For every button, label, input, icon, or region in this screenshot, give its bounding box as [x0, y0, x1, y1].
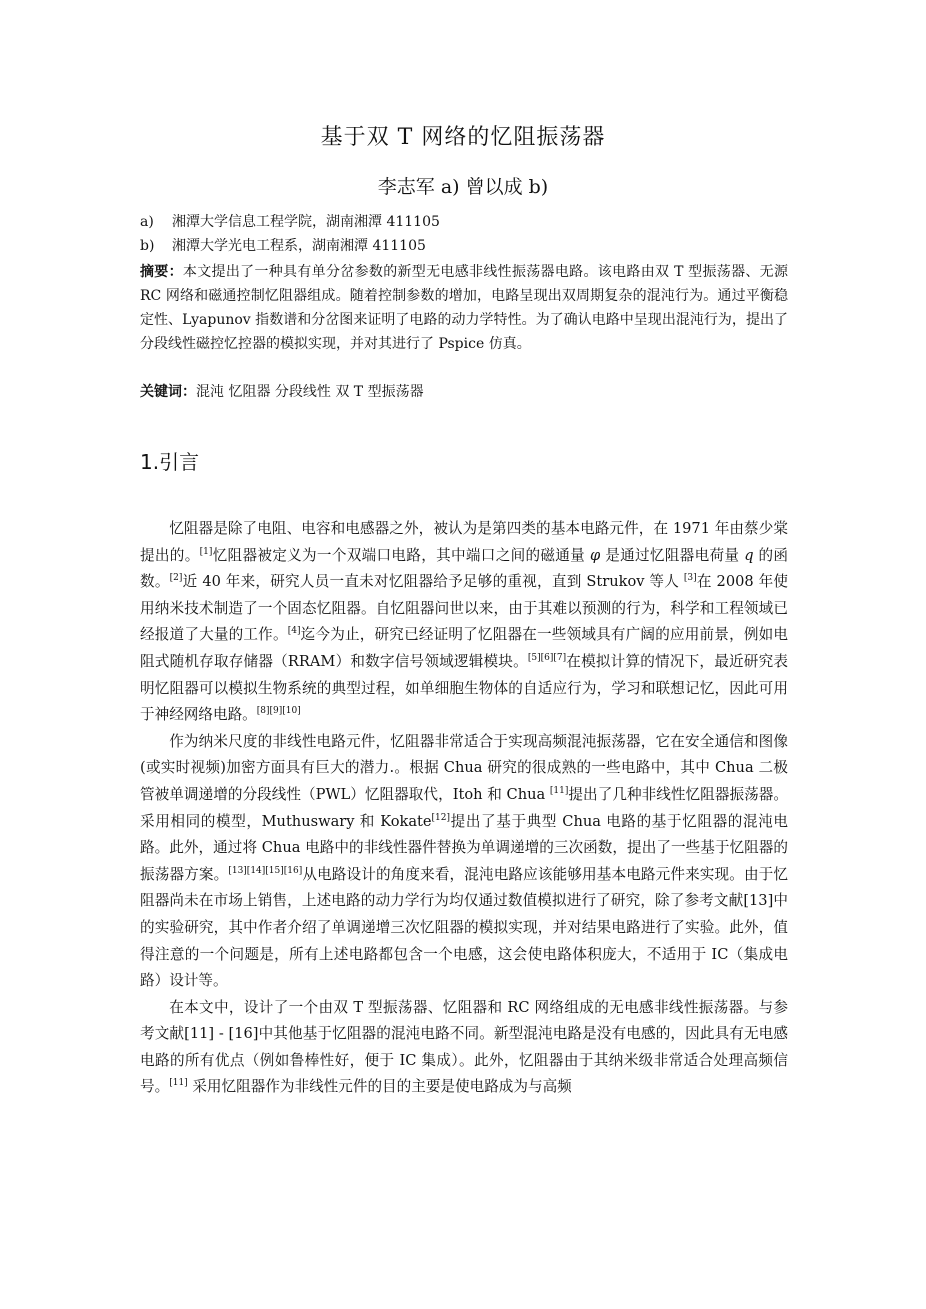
- affiliation-tag: a): [140, 214, 154, 230]
- citation: [2]: [169, 573, 183, 584]
- citation: [8][9][10]: [256, 706, 301, 717]
- citation: [1]: [199, 546, 213, 557]
- text-run: 从电路设计的角度来看，混沌电路应该能够用基本电路元件来实现。由于忆阻器尚未在市场上销售，上述电路的动力学行为均仅通过数值模拟进行了研究，除了参考文献[13]中的实验研究，其中作者介绍了单调递增三次忆阻器的模拟实现，并对结果电路进行了实验。此外，值得注意的一个问题是，所有上述电路都包含一个电感，这会使电路体积庞大，不适用于 IC（集成电路）设计等。: [140, 865, 788, 990]
- keywords: [140, 380, 788, 404]
- citation: [13][14][15][16]: [228, 865, 303, 876]
- keywords-label: 关键词：: [140, 384, 196, 400]
- text-run: 迄今为止，研究已经证明了忆阻器在一些领域具有广阔的应用前景，例如电阻式随机存取存储器（RRAM）和数字信号领域逻辑模块。: [140, 626, 788, 670]
- math-symbol: φ: [590, 546, 601, 564]
- affiliation-b: [140, 236, 426, 256]
- text-run: 的函数。: [140, 546, 788, 591]
- paragraph-2: [140, 729, 788, 995]
- citation: [11]: [549, 786, 569, 797]
- citation: [5][6][7]: [527, 653, 567, 664]
- citation: [11]: [169, 1078, 188, 1089]
- math-symbol: q: [744, 546, 754, 564]
- author-line: 李志军 a) 曾以成 b): [377, 176, 549, 198]
- text-run: 是通过忆阻器电荷量: [600, 546, 745, 564]
- text-run: 近 40 年来，研究人员一直未对忆阻器给予足够的重视，直到 Strukov 等人: [182, 573, 684, 591]
- text-run: 提出了基于典型 Chua 电路的基于忆阻器的混沌电路。此外，通过将 Chua 电路中的非线性器件替换为单调递增的三次函数，提出了一些基于忆阻器的振荡器方案。: [140, 812, 788, 883]
- text-run: 采用忆阻器作为非线性元件的目的主要是使电路成为与高频: [187, 1078, 572, 1096]
- text-run: 提出了几种非线性忆阻器振荡器。采用相同的模型，Muthuswary 和 Kokate: [140, 785, 788, 830]
- citation: [4]: [287, 626, 301, 637]
- abstract-label: 摘要：: [140, 264, 183, 280]
- text-run: 在模拟计算的情况下，最近研究表明忆阻器可以模拟生物系统的典型过程，如单细胞生物体的自适应行为，学习和联想记忆，因此可用于神经网络电路。: [140, 652, 788, 724]
- affiliation-a: [140, 212, 440, 232]
- abstract-text: 本文提出了一种具有单分岔参数的新型无电感非线性振荡器电路。该电路由双 T 型振荡器、无源 RC 网络和磁通控制忆阻器组成。随着控制参数的增加，电路呈现出双周期复杂的混沌行为。通过平衡稳定性、Lyapunov 指数谱和分岔图来证明了电路的动力学特性。为了确认电路中呈现出混沌行为，提出了分段线性磁控忆控器的模拟实现，并对其进行了 Pspice 仿真。: [140, 264, 788, 352]
- citation: [3]: [683, 573, 697, 584]
- affiliation-text: 湘潭大学光电工程系，湖南湘潭 411105: [172, 238, 426, 254]
- text-run: 忆阻器被定义为一个双端口电路，其中端口之间的磁通量: [212, 546, 591, 564]
- paper-title: 基于双 T 网络的忆阻振荡器: [320, 125, 606, 150]
- text-run: 在 2008 年使用纳米技术制造了一个固态忆阻器。自忆阻器问世以来，由于其难以预测的行为，科学和工程领域已经报道了大量的工作。: [140, 573, 788, 644]
- paragraph-3: [140, 995, 788, 1101]
- text-run: 在本文中，设计了一个由双 T 型振荡器、忆阻器和 RC 网络组成的无电感非线性振荡器。与参考文献[11] - [16]中其他基于忆阻器的混沌电路不同。新型混沌电路是没有电感的，因此具有无电感电路的所有优点（例如鲁棒性好，便于 IC 集成）。此外，忆阻器由于其纳米级非常适合处理高频信号。: [140, 998, 788, 1096]
- paragraph-1: [140, 516, 788, 729]
- body-text: [140, 516, 788, 1101]
- section-heading: 1.引言: [140, 450, 200, 474]
- abstract: [140, 260, 788, 356]
- citation: [12]: [431, 812, 451, 823]
- text-run: 作为纳米尺度的非线性电路元件，忆阻器非常适合于实现高频混沌振荡器，它在安全通信和图像(或实时视频)加密方面具有巨大的潜力.。根据 Chua 研究的很成熟的一些电路中，其中 Chua 二极管被单调递增的分段线性（PWL）忆阻器取代，Itoh 和 Chua: [140, 732, 788, 803]
- affiliation-tag: b): [140, 238, 155, 254]
- text-run: 忆阻器是除了电阻、电容和电感器之外，被认为是第四类的基本电路元件，在 1971 年由蔡少棠提出的。: [140, 520, 788, 564]
- keywords-text: 混沌 忆阻器 分段线性 双 T 型振荡器: [196, 384, 424, 400]
- affiliation-text: 湘潭大学信息工程学院，湖南湘潭 411105: [172, 214, 440, 230]
